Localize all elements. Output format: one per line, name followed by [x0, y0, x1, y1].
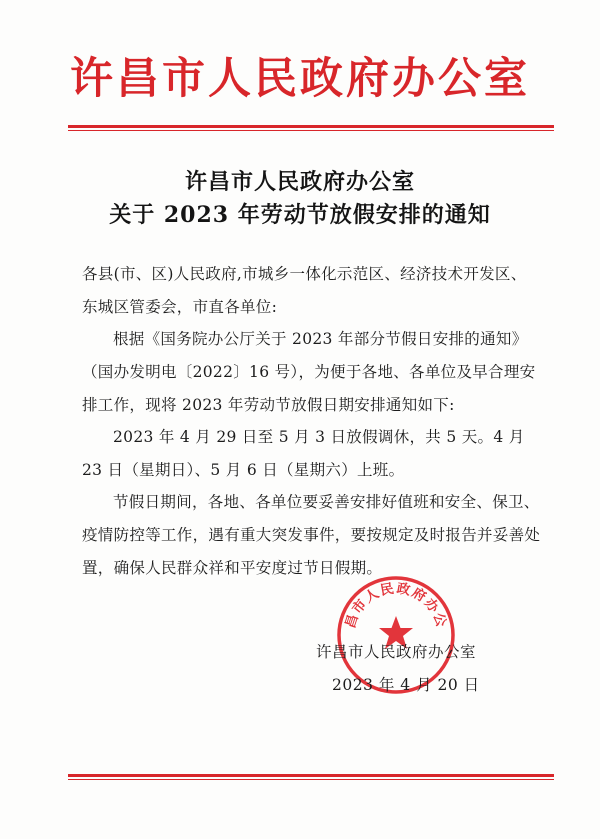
header-rule-thin [68, 130, 554, 131]
body-paragraph-2: 2023 年 4 月 29 日至 5 月 3 日放假调休，共 5 天。4 月 23 日（星期日）、5 月 6 日（星期六）上班。 [82, 428, 525, 479]
document-title-line1: 许昌市人民政府办公室 [184, 169, 415, 195]
signature-org: 许昌市人民政府办公室 [316, 643, 477, 661]
footer-rule-thin [68, 779, 554, 780]
addressee-paragraph: 各县(市、区)人民政府,市城乡一体化示范区、经济技术开发区、东城区管委会，市直各单位: [82, 265, 527, 316]
document-title-line2: 关于 2023 年劳动节放假安排的通知 [109, 202, 491, 228]
header-rule-thick [68, 125, 554, 128]
footer-rule-thick [68, 774, 554, 777]
org-header: 许昌市人民政府办公室 [70, 54, 530, 104]
seal-text: 昌市人民政府办公 [342, 580, 450, 631]
signature-date: 2023 年 4 月 20 日 [332, 676, 480, 694]
body-paragraph-1: 根据《国务院办公厅关于 2023 年部分节假日安排的通知》（国办发明电〔2022〕16 号），为便于各地、各单位及早合理安排工作，现将 2023 年劳动节放假日期安排通知如下: [82, 330, 536, 414]
body-paragraph-3: 节假日期间，各地、各单位要妥善安排好值班和安全、保卫、疫情防控等工作，遇有重大突发事件，要按规定及时报告并妥善处置，确保人民群众祥和平安度过节日假期。 [82, 493, 541, 577]
